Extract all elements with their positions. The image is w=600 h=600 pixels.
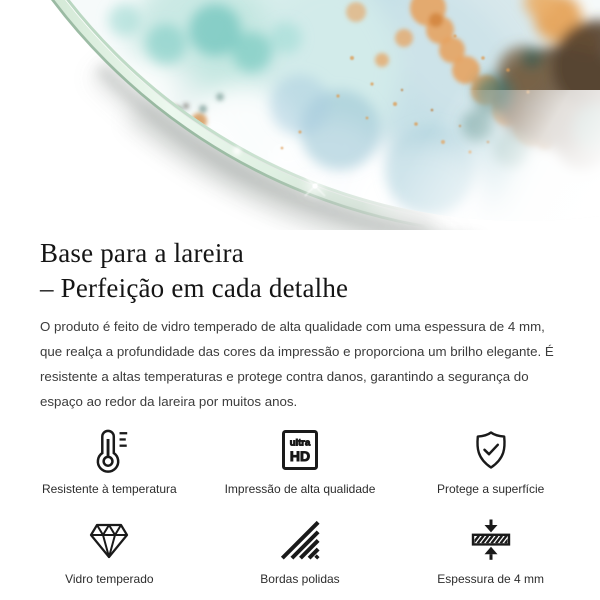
feature-label: Resistente à temperatura xyxy=(41,482,177,496)
feature-label: Vidro temperado xyxy=(65,572,154,586)
feature-thickness xyxy=(395,516,586,586)
ultra-hd-text-bottom: HD xyxy=(289,448,311,464)
feature-label: Impressão de alta qualidade xyxy=(224,482,376,496)
title-line-1: Base para a lareira xyxy=(40,238,244,268)
diamond-icon xyxy=(14,516,205,564)
feature-temperature xyxy=(14,426,205,496)
page-title xyxy=(40,236,560,306)
feature-label: Bordas polidas xyxy=(260,572,340,586)
shield-check-icon xyxy=(395,426,586,474)
feature-grid xyxy=(14,426,586,586)
product-image xyxy=(0,0,600,230)
feature-polished-edges xyxy=(205,516,396,586)
title-line-2: – Perfeição em cada detalhe xyxy=(40,273,349,303)
feature-print-quality xyxy=(205,426,396,496)
glass-plate-illustration xyxy=(0,0,600,230)
feature-protects-surface xyxy=(395,426,586,496)
ultra-hd-text-top: ultra xyxy=(289,437,311,449)
product-description: O produto é feito de vidro temperado de alta qualidade com uma espessura de 4 mm, que realça a profundidade das cores da impressão e proporciona um brilho elegante. É resistente a altas temperaturas e protege contra danos, garantindo a segurança do espaço ao redor da lareira por muitos anos. xyxy=(40,319,554,409)
thermometer-icon xyxy=(14,426,205,474)
feature-label: Espessura de 4 mm xyxy=(437,572,545,586)
thickness-icon xyxy=(395,516,586,564)
polished-edges-icon xyxy=(205,516,396,564)
feature-label: Protege a superfície xyxy=(436,482,545,496)
ultra-hd-icon xyxy=(205,426,396,474)
feature-tempered-glass xyxy=(14,516,205,586)
